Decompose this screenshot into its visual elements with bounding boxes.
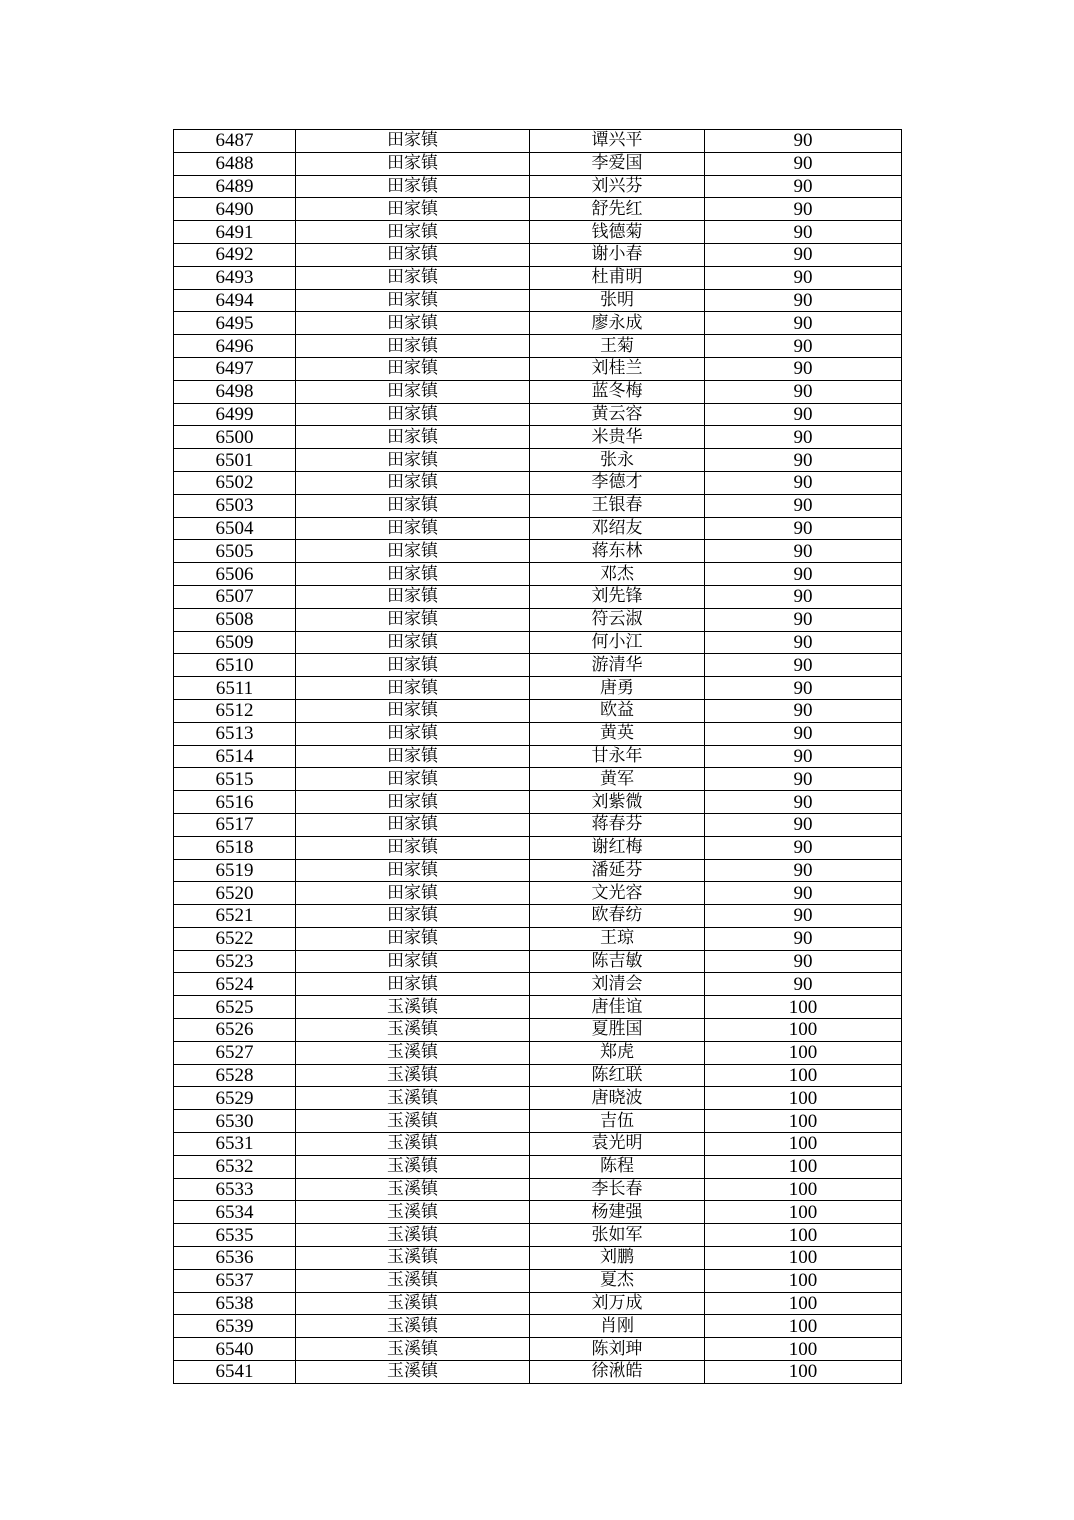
row-number-cell: 6489 <box>174 175 296 198</box>
town-cell: 玉溪镇 <box>296 1224 530 1247</box>
table-row <box>174 608 902 631</box>
table-row <box>174 996 902 1019</box>
town-cell: 田家镇 <box>296 791 530 814</box>
town-cell: 玉溪镇 <box>296 1292 530 1315</box>
town-cell: 田家镇 <box>296 449 530 472</box>
town-cell: 田家镇 <box>296 540 530 563</box>
town-cell: 玉溪镇 <box>296 1315 530 1338</box>
row-number-cell: 6504 <box>174 517 296 540</box>
row-number-cell: 6537 <box>174 1269 296 1292</box>
town-cell: 田家镇 <box>296 608 530 631</box>
town-cell: 玉溪镇 <box>296 1019 530 1042</box>
name-cell: 徐湫皓 <box>530 1361 705 1384</box>
row-number-cell: 6514 <box>174 745 296 768</box>
table-row <box>174 791 902 814</box>
row-number-cell: 6506 <box>174 563 296 586</box>
row-number-cell: 6512 <box>174 699 296 722</box>
amount-cell: 90 <box>705 517 902 540</box>
table-row <box>174 449 902 472</box>
town-cell: 玉溪镇 <box>296 1361 530 1384</box>
row-number-cell: 6531 <box>174 1133 296 1156</box>
name-cell: 陈吉敏 <box>530 950 705 973</box>
amount-cell: 90 <box>705 563 902 586</box>
amount-cell: 90 <box>705 973 902 996</box>
amount-cell: 90 <box>705 266 902 289</box>
amount-cell: 90 <box>705 403 902 426</box>
amount-cell: 100 <box>705 1292 902 1315</box>
row-number-cell: 6511 <box>174 677 296 700</box>
amount-cell: 100 <box>705 996 902 1019</box>
table-row <box>174 1224 902 1247</box>
name-cell: 刘万成 <box>530 1292 705 1315</box>
row-number-cell: 6522 <box>174 927 296 950</box>
name-cell: 谭兴平 <box>530 130 705 153</box>
town-cell: 田家镇 <box>296 973 530 996</box>
row-number-cell: 6502 <box>174 471 296 494</box>
town-cell: 田家镇 <box>296 471 530 494</box>
amount-cell: 100 <box>705 1178 902 1201</box>
name-cell: 王琼 <box>530 927 705 950</box>
name-cell: 杜甫明 <box>530 266 705 289</box>
table-row <box>174 266 902 289</box>
amount-cell: 90 <box>705 859 902 882</box>
name-cell: 陈红联 <box>530 1064 705 1087</box>
town-cell: 玉溪镇 <box>296 1247 530 1270</box>
row-number-cell: 6538 <box>174 1292 296 1315</box>
name-cell: 谢红梅 <box>530 836 705 859</box>
town-cell: 田家镇 <box>296 950 530 973</box>
row-number-cell: 6541 <box>174 1361 296 1384</box>
name-cell: 蓝冬梅 <box>530 380 705 403</box>
table-row <box>174 722 902 745</box>
amount-cell: 90 <box>705 243 902 266</box>
row-number-cell: 6490 <box>174 198 296 221</box>
table-row <box>174 927 902 950</box>
table-row <box>174 1361 902 1384</box>
town-cell: 玉溪镇 <box>296 1338 530 1361</box>
row-number-cell: 6488 <box>174 152 296 175</box>
name-cell: 张明 <box>530 289 705 312</box>
amount-cell: 90 <box>705 426 902 449</box>
table-row <box>174 152 902 175</box>
table-row <box>174 198 902 221</box>
row-number-cell: 6494 <box>174 289 296 312</box>
row-number-cell: 6496 <box>174 335 296 358</box>
name-cell: 蒋春芬 <box>530 813 705 836</box>
row-number-cell: 6503 <box>174 494 296 517</box>
table-row <box>174 1201 902 1224</box>
town-cell: 田家镇 <box>296 426 530 449</box>
town-cell: 田家镇 <box>296 312 530 335</box>
amount-cell: 90 <box>705 745 902 768</box>
table-row <box>174 175 902 198</box>
town-cell: 玉溪镇 <box>296 1201 530 1224</box>
name-cell: 廖永成 <box>530 312 705 335</box>
town-cell: 田家镇 <box>296 699 530 722</box>
row-number-cell: 6528 <box>174 1064 296 1087</box>
town-cell: 田家镇 <box>296 357 530 380</box>
row-number-cell: 6534 <box>174 1201 296 1224</box>
table-row <box>174 1110 902 1133</box>
table-row <box>174 1247 902 1270</box>
table-row <box>174 494 902 517</box>
name-cell: 刘先锋 <box>530 585 705 608</box>
row-number-cell: 6498 <box>174 380 296 403</box>
table-row <box>174 1178 902 1201</box>
table-body <box>174 130 902 1384</box>
row-number-cell: 6508 <box>174 608 296 631</box>
amount-cell: 90 <box>705 905 902 928</box>
table-row <box>174 312 902 335</box>
town-cell: 田家镇 <box>296 836 530 859</box>
name-cell: 刘紫微 <box>530 791 705 814</box>
row-number-cell: 6507 <box>174 585 296 608</box>
row-number-cell: 6495 <box>174 312 296 335</box>
town-cell: 田家镇 <box>296 905 530 928</box>
table-row <box>174 859 902 882</box>
row-number-cell: 6536 <box>174 1247 296 1270</box>
table-row <box>174 1064 902 1087</box>
name-cell: 李爱国 <box>530 152 705 175</box>
row-number-cell: 6540 <box>174 1338 296 1361</box>
table-row <box>174 768 902 791</box>
name-cell: 肖刚 <box>530 1315 705 1338</box>
name-cell: 夏杰 <box>530 1269 705 1292</box>
table-row <box>174 905 902 928</box>
table-row <box>174 973 902 996</box>
table-row <box>174 631 902 654</box>
town-cell: 田家镇 <box>296 494 530 517</box>
table-row <box>174 585 902 608</box>
table-row <box>174 654 902 677</box>
name-cell: 王银春 <box>530 494 705 517</box>
name-cell: 欧益 <box>530 699 705 722</box>
name-cell: 黄军 <box>530 768 705 791</box>
table-row <box>174 677 902 700</box>
amount-cell: 100 <box>705 1155 902 1178</box>
town-cell: 田家镇 <box>296 403 530 426</box>
town-cell: 田家镇 <box>296 631 530 654</box>
table-row <box>174 357 902 380</box>
town-cell: 田家镇 <box>296 585 530 608</box>
town-cell: 玉溪镇 <box>296 996 530 1019</box>
town-cell: 田家镇 <box>296 677 530 700</box>
town-cell: 玉溪镇 <box>296 1178 530 1201</box>
table-row <box>174 1041 902 1064</box>
amount-cell: 100 <box>705 1133 902 1156</box>
town-cell: 田家镇 <box>296 654 530 677</box>
town-cell: 田家镇 <box>296 563 530 586</box>
row-number-cell: 6524 <box>174 973 296 996</box>
amount-cell: 100 <box>705 1064 902 1087</box>
name-cell: 唐勇 <box>530 677 705 700</box>
row-number-cell: 6517 <box>174 813 296 836</box>
town-cell: 玉溪镇 <box>296 1133 530 1156</box>
name-cell: 何小江 <box>530 631 705 654</box>
row-number-cell: 6497 <box>174 357 296 380</box>
amount-cell: 90 <box>705 335 902 358</box>
table-row <box>174 1269 902 1292</box>
town-cell: 玉溪镇 <box>296 1269 530 1292</box>
row-number-cell: 6505 <box>174 540 296 563</box>
name-cell: 李德才 <box>530 471 705 494</box>
amount-cell: 90 <box>705 152 902 175</box>
name-cell: 舒先红 <box>530 198 705 221</box>
town-cell: 田家镇 <box>296 266 530 289</box>
amount-cell: 90 <box>705 471 902 494</box>
table-row <box>174 221 902 244</box>
amount-cell: 90 <box>705 494 902 517</box>
row-number-cell: 6492 <box>174 243 296 266</box>
row-number-cell: 6535 <box>174 1224 296 1247</box>
row-number-cell: 6527 <box>174 1041 296 1064</box>
amount-cell: 100 <box>705 1019 902 1042</box>
name-cell: 袁光明 <box>530 1133 705 1156</box>
name-cell: 游清华 <box>530 654 705 677</box>
amount-cell: 90 <box>705 540 902 563</box>
amount-cell: 90 <box>705 221 902 244</box>
row-number-cell: 6529 <box>174 1087 296 1110</box>
table-row <box>174 882 902 905</box>
amount-cell: 90 <box>705 289 902 312</box>
row-number-cell: 6518 <box>174 836 296 859</box>
table-row <box>174 1087 902 1110</box>
table-row <box>174 813 902 836</box>
town-cell: 田家镇 <box>296 289 530 312</box>
name-cell: 甘永年 <box>530 745 705 768</box>
row-number-cell: 6493 <box>174 266 296 289</box>
town-cell: 田家镇 <box>296 859 530 882</box>
amount-cell: 90 <box>705 677 902 700</box>
town-cell: 玉溪镇 <box>296 1064 530 1087</box>
table-row <box>174 1133 902 1156</box>
table-row <box>174 403 902 426</box>
town-cell: 田家镇 <box>296 335 530 358</box>
amount-cell: 90 <box>705 357 902 380</box>
table-row <box>174 1155 902 1178</box>
name-cell: 刘清会 <box>530 973 705 996</box>
amount-cell: 90 <box>705 927 902 950</box>
amount-cell: 90 <box>705 608 902 631</box>
table-row <box>174 471 902 494</box>
name-cell: 欧春纺 <box>530 905 705 928</box>
town-cell: 田家镇 <box>296 380 530 403</box>
name-cell: 谢小春 <box>530 243 705 266</box>
name-cell: 吉伍 <box>530 1110 705 1133</box>
amount-cell: 100 <box>705 1224 902 1247</box>
row-number-cell: 6532 <box>174 1155 296 1178</box>
amount-cell: 100 <box>705 1338 902 1361</box>
name-cell: 黄英 <box>530 722 705 745</box>
name-cell: 黄云容 <box>530 403 705 426</box>
table-row <box>174 1019 902 1042</box>
row-number-cell: 6487 <box>174 130 296 153</box>
town-cell: 玉溪镇 <box>296 1087 530 1110</box>
name-cell: 唐佳谊 <box>530 996 705 1019</box>
town-cell: 田家镇 <box>296 243 530 266</box>
row-number-cell: 6533 <box>174 1178 296 1201</box>
table-row <box>174 950 902 973</box>
town-cell: 田家镇 <box>296 745 530 768</box>
table-row <box>174 540 902 563</box>
amount-cell: 90 <box>705 654 902 677</box>
amount-cell: 90 <box>705 312 902 335</box>
name-cell: 杨建强 <box>530 1201 705 1224</box>
town-cell: 田家镇 <box>296 882 530 905</box>
amount-cell: 100 <box>705 1269 902 1292</box>
table-row <box>174 243 902 266</box>
name-cell: 米贵华 <box>530 426 705 449</box>
amount-cell: 100 <box>705 1110 902 1133</box>
amount-cell: 100 <box>705 1315 902 1338</box>
row-number-cell: 6521 <box>174 905 296 928</box>
name-cell: 钱德菊 <box>530 221 705 244</box>
town-cell: 玉溪镇 <box>296 1155 530 1178</box>
row-number-cell: 6491 <box>174 221 296 244</box>
amount-cell: 100 <box>705 1087 902 1110</box>
name-cell: 李长春 <box>530 1178 705 1201</box>
amount-cell: 90 <box>705 813 902 836</box>
town-cell: 田家镇 <box>296 198 530 221</box>
amount-cell: 100 <box>705 1361 902 1384</box>
table-row <box>174 836 902 859</box>
name-cell: 符云淑 <box>530 608 705 631</box>
name-cell: 蒋东林 <box>530 540 705 563</box>
amount-cell: 90 <box>705 449 902 472</box>
name-cell: 刘桂兰 <box>530 357 705 380</box>
town-cell: 玉溪镇 <box>296 1041 530 1064</box>
row-number-cell: 6501 <box>174 449 296 472</box>
name-cell: 陈程 <box>530 1155 705 1178</box>
town-cell: 田家镇 <box>296 722 530 745</box>
town-cell: 田家镇 <box>296 813 530 836</box>
town-cell: 田家镇 <box>296 927 530 950</box>
amount-cell: 90 <box>705 631 902 654</box>
row-number-cell: 6516 <box>174 791 296 814</box>
row-number-cell: 6499 <box>174 403 296 426</box>
amount-cell: 90 <box>705 130 902 153</box>
amount-cell: 100 <box>705 1041 902 1064</box>
name-cell: 潘延芬 <box>530 859 705 882</box>
town-cell: 田家镇 <box>296 130 530 153</box>
name-cell: 郑虎 <box>530 1041 705 1064</box>
name-cell: 邓杰 <box>530 563 705 586</box>
row-number-cell: 6519 <box>174 859 296 882</box>
table-row <box>174 1292 902 1315</box>
row-number-cell: 6520 <box>174 882 296 905</box>
name-cell: 夏胜国 <box>530 1019 705 1042</box>
table-row <box>174 380 902 403</box>
row-number-cell: 6539 <box>174 1315 296 1338</box>
table-row <box>174 517 902 540</box>
name-cell: 王菊 <box>530 335 705 358</box>
amount-cell: 90 <box>705 380 902 403</box>
row-number-cell: 6510 <box>174 654 296 677</box>
name-cell: 刘兴芬 <box>530 175 705 198</box>
table-row <box>174 1315 902 1338</box>
amount-cell: 90 <box>705 699 902 722</box>
amount-cell: 90 <box>705 882 902 905</box>
name-cell: 刘鹏 <box>530 1247 705 1270</box>
amount-cell: 100 <box>705 1201 902 1224</box>
row-number-cell: 6525 <box>174 996 296 1019</box>
table-row <box>174 130 902 153</box>
name-cell: 邓绍友 <box>530 517 705 540</box>
row-number-cell: 6530 <box>174 1110 296 1133</box>
name-cell: 张永 <box>530 449 705 472</box>
amount-cell: 90 <box>705 585 902 608</box>
row-number-cell: 6500 <box>174 426 296 449</box>
row-number-cell: 6526 <box>174 1019 296 1042</box>
town-cell: 田家镇 <box>296 221 530 244</box>
amount-cell: 90 <box>705 768 902 791</box>
amount-cell: 90 <box>705 198 902 221</box>
name-cell: 文光容 <box>530 882 705 905</box>
row-number-cell: 6515 <box>174 768 296 791</box>
town-cell: 玉溪镇 <box>296 1110 530 1133</box>
amount-cell: 90 <box>705 175 902 198</box>
amount-cell: 90 <box>705 836 902 859</box>
table-row <box>174 699 902 722</box>
table-row <box>174 335 902 358</box>
table-row <box>174 1338 902 1361</box>
name-cell: 唐晓波 <box>530 1087 705 1110</box>
row-number-cell: 6509 <box>174 631 296 654</box>
table-row <box>174 426 902 449</box>
town-cell: 田家镇 <box>296 152 530 175</box>
amount-cell: 90 <box>705 950 902 973</box>
town-cell: 田家镇 <box>296 517 530 540</box>
table-row <box>174 745 902 768</box>
town-cell: 田家镇 <box>296 768 530 791</box>
amount-cell: 90 <box>705 791 902 814</box>
row-number-cell: 6513 <box>174 722 296 745</box>
amount-cell: 90 <box>705 722 902 745</box>
table-row <box>174 289 902 312</box>
name-cell: 陈刘珅 <box>530 1338 705 1361</box>
town-cell: 田家镇 <box>296 175 530 198</box>
name-cell: 张如军 <box>530 1224 705 1247</box>
table-row <box>174 563 902 586</box>
row-number-cell: 6523 <box>174 950 296 973</box>
amount-cell: 100 <box>705 1247 902 1270</box>
data-table <box>173 129 902 1384</box>
